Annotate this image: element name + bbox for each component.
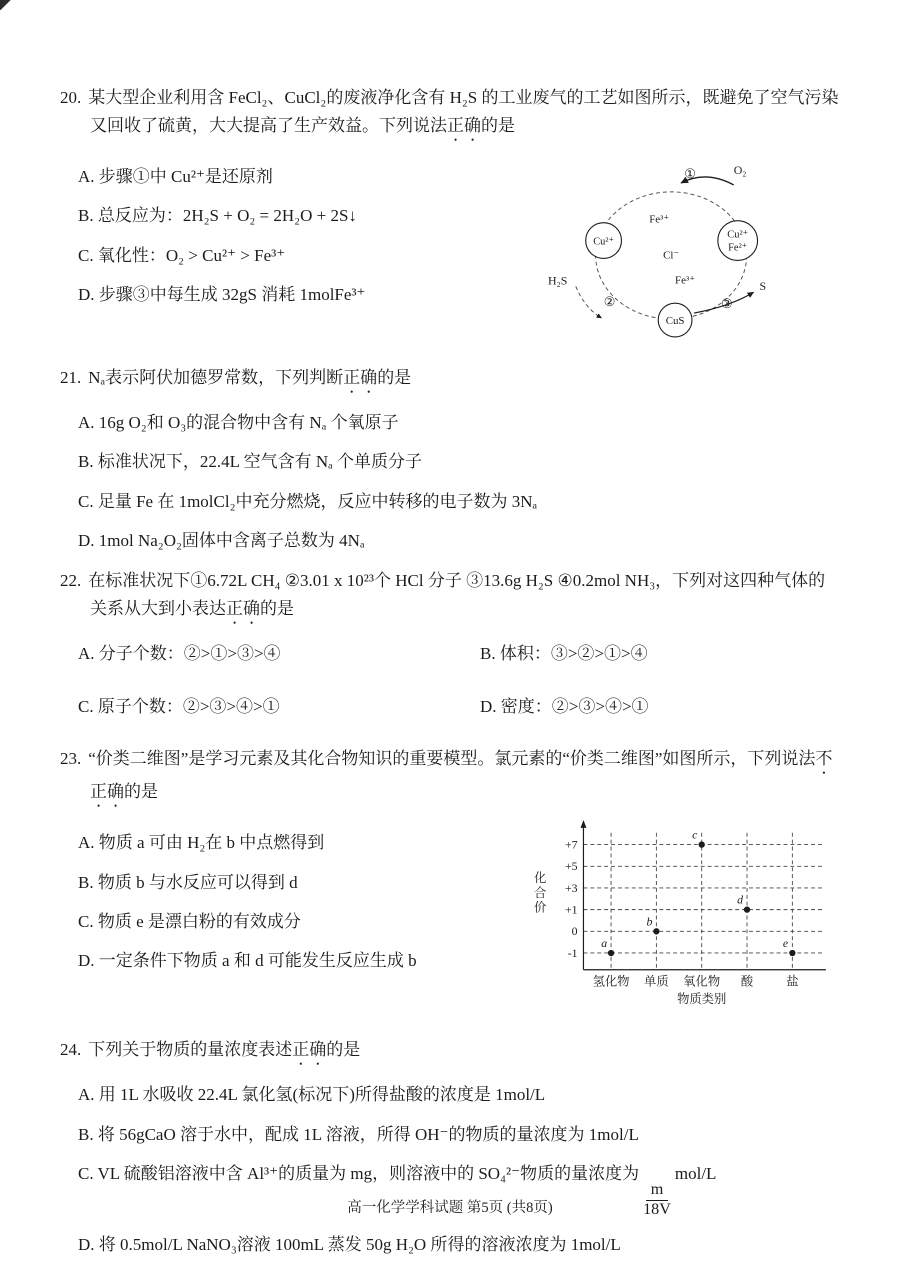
stem-text: 的是 (326, 1040, 361, 1060)
question-22-number: 22. (60, 571, 82, 591)
question-22 (60, 567, 842, 733)
point-d (744, 907, 750, 913)
fe2-right-label: Fe²⁺ (728, 242, 748, 254)
option-21-d: D. 1mol Na₂O₂固体中含离子总数为 4Nₐ (78, 531, 365, 551)
step2-label: ② (603, 294, 616, 310)
axes (583, 825, 825, 970)
h2s-path-arrow (576, 286, 602, 318)
stem-text: “价类二维图”是学习元素及其化合物知识的重要模型。氯元素的“价类二维图”如图所示，下列说法 (88, 749, 816, 769)
h2s-label: H₂S (547, 273, 568, 288)
category-labels (593, 974, 800, 989)
stem-text: Nₐ表示阿伏加德罗常数，下列判断 (88, 368, 344, 388)
question-24-number: 24. (60, 1040, 82, 1060)
svg-text:化: 化 (533, 871, 547, 886)
fe3-top-label: Fe³⁺ (649, 213, 670, 226)
option-24-a: A. 用 1L 水吸收 22.4L 氯化氢(标况下)所得盐酸的浓度是 1mol/L (78, 1085, 546, 1105)
option-23-b: B. 物质 b 与水反应可以得到 d (78, 872, 298, 892)
page-footer: 高一化学学科试题 第5页 (共8页) (347, 1200, 553, 1216)
option-20-b: B. 总反应为：2H₂S + O₂ = 2H₂O + 2S↓ (78, 206, 357, 226)
v-gridlines (611, 833, 792, 970)
point-e (789, 950, 795, 956)
question-24-options (60, 1082, 842, 1259)
svg-text:a: a (601, 936, 608, 951)
option-22-c: C. 原子个数：②>③>④>① (78, 696, 280, 716)
option-24-c-unit: mol/L (674, 1163, 717, 1183)
svg-text:氢化物: 氢化物 (592, 974, 630, 989)
stem-emphasis: 不正确 (90, 749, 833, 802)
svg-text:+1: +1 (564, 902, 578, 917)
option-20-a: A. 步骤①中 Cu²⁺是还原剂 (78, 167, 273, 187)
y-tick-labels (565, 838, 578, 960)
option-24-d: D. 将 0.5mol/L NaNO₃溶液 100mL 蒸发 50g H₂O 所得的溶液浓度为 1mol/L (78, 1235, 621, 1255)
cl-label: Cl⁻ (663, 249, 680, 262)
question-21-stem (60, 364, 842, 397)
option-21-c: C. 足量 Fe 在 1molCl₂中充分燃烧，反应中转移的电子数为 3Nₐ (78, 491, 538, 511)
q20-process-diagram (542, 153, 842, 352)
fraction-denominator: 18V (643, 1200, 671, 1218)
point-a (608, 950, 614, 956)
fraction-numerator: m (646, 1181, 669, 1201)
svg-text:0: 0 (571, 924, 578, 939)
question-24-stem (60, 1036, 842, 1069)
option-24-b: B. 将 56gCaO 溶于水中，配成 1L 溶液，所得 OH⁻的物质的量浓度为 1mol/L (78, 1124, 639, 1144)
question-21 (60, 364, 842, 554)
option-22-d: D. 密度：②>③>④>① (480, 696, 649, 716)
option-20-d: D. 步骤③中每生成 32gS 消耗 1molFe³⁺ (78, 285, 366, 305)
stem-emphasis: 正确 (292, 1040, 327, 1060)
question-21-number: 21. (60, 368, 82, 388)
question-20-number: 20. (60, 88, 82, 107)
point-c (699, 842, 705, 848)
option-24-c-text: C. VL 硫酸铝溶液中含 Al³⁺的质量为 mg，则溶液中的 SO₄²⁻物质的量浓度为 (78, 1163, 640, 1183)
q23-valence-category-chart (524, 817, 842, 1024)
stem-text: 的是 (124, 782, 158, 802)
question-20-body (60, 151, 842, 352)
question-20 (60, 84, 842, 352)
svg-text:盐: 盐 (786, 974, 799, 989)
option-23-a: A. 物质 a 可由 H₂在 b 中点燃得到 (78, 833, 325, 853)
stem-emphasis: 正确 (447, 116, 481, 136)
question-21-options (60, 410, 842, 554)
stem-text: 下列关于物质的量浓度表述 (88, 1040, 293, 1060)
stem-text: 的是 (260, 599, 294, 619)
option-21-b: B. 标准状况下，22.4L 空气含有 Nₐ 个单质分子 (78, 452, 423, 472)
step1-label: ① (684, 166, 696, 182)
scan-corner-artifact (0, 0, 18, 10)
stem-text: 某大型企业利用含 FeCl₂、CuCl₂的废液净化含有 H₂S 的工业废气的工艺如图所示，既避免了空气污染又回收了硫黄，大大提高了生产效益。下列说法 (88, 88, 839, 136)
svg-text:-1: -1 (567, 946, 578, 961)
svg-text:c: c (692, 827, 698, 842)
option-22-a: A. 分子个数：②>①>③>④ (78, 644, 281, 664)
q20-diagram-svg (542, 153, 840, 347)
x-axis-title: 物质类别 (677, 992, 727, 1007)
stem-text: 的是 (377, 368, 412, 388)
svg-text:e: e (782, 936, 789, 951)
question-20-stem (60, 84, 842, 145)
option-23-c: C. 物质 e 是漂白粉的有效成分 (78, 911, 301, 931)
cus-label: CuS (665, 315, 685, 328)
stem-emphasis: 正确 (343, 368, 378, 388)
cu-left-label: Cu²⁺ (593, 236, 614, 248)
point-b (653, 928, 659, 934)
option-20-c: C. 氧化性：O₂ > Cu²⁺ > Fe³⁺ (78, 245, 286, 265)
question-23-options (60, 817, 524, 1024)
svg-text:d: d (737, 892, 744, 907)
option-23-d: D. 一定条件下物质 a 和 d 可能发生反应生成 b (78, 951, 417, 971)
question-22-stem (60, 567, 842, 628)
s-label: S (759, 279, 767, 294)
svg-text:+7: +7 (564, 837, 578, 852)
question-23-stem (60, 745, 842, 811)
question-22-options (60, 628, 842, 733)
svg-text:氧化物: 氧化物 (683, 974, 721, 989)
svg-text:+3: +3 (564, 881, 578, 896)
svg-text:+5: +5 (564, 859, 578, 874)
q23-chart-svg (524, 817, 840, 1019)
question-20-options (60, 151, 542, 352)
question-23-number: 23. (60, 749, 82, 769)
stem-text: 的是 (481, 116, 515, 136)
question-24 (60, 1036, 842, 1259)
option-21-a: A. 16g O₂和 O₃的混合物中含有 Nₐ 个氧原子 (78, 413, 399, 433)
o2-label: O₂ (733, 163, 747, 178)
stem-text: 在标准状况下①6.72L CH₄ ②3.01 x 10²³个 HCl 分子 ③13.6g H₂S ④0.2mol NH₃，下列对这四种气体的关系从大到小表达 (88, 571, 826, 619)
y-axis-title (534, 871, 546, 915)
svg-text:合: 合 (533, 885, 547, 900)
fe3-mid-label: Fe³⁺ (675, 274, 696, 287)
option-22-b: B. 体积：③>②>①>④ (480, 644, 648, 664)
question-23 (60, 745, 842, 1024)
svg-text:价: 价 (533, 900, 547, 915)
stem-emphasis: 正确 (226, 599, 260, 619)
cu-right-label: Cu²⁺ (727, 229, 749, 241)
step3-label: ③ (720, 296, 733, 312)
svg-text:酸: 酸 (740, 974, 754, 989)
y-axis-arrow (581, 820, 587, 828)
question-23-body (60, 817, 842, 1024)
svg-text:b: b (646, 914, 653, 929)
svg-text:单质: 单质 (644, 974, 669, 989)
